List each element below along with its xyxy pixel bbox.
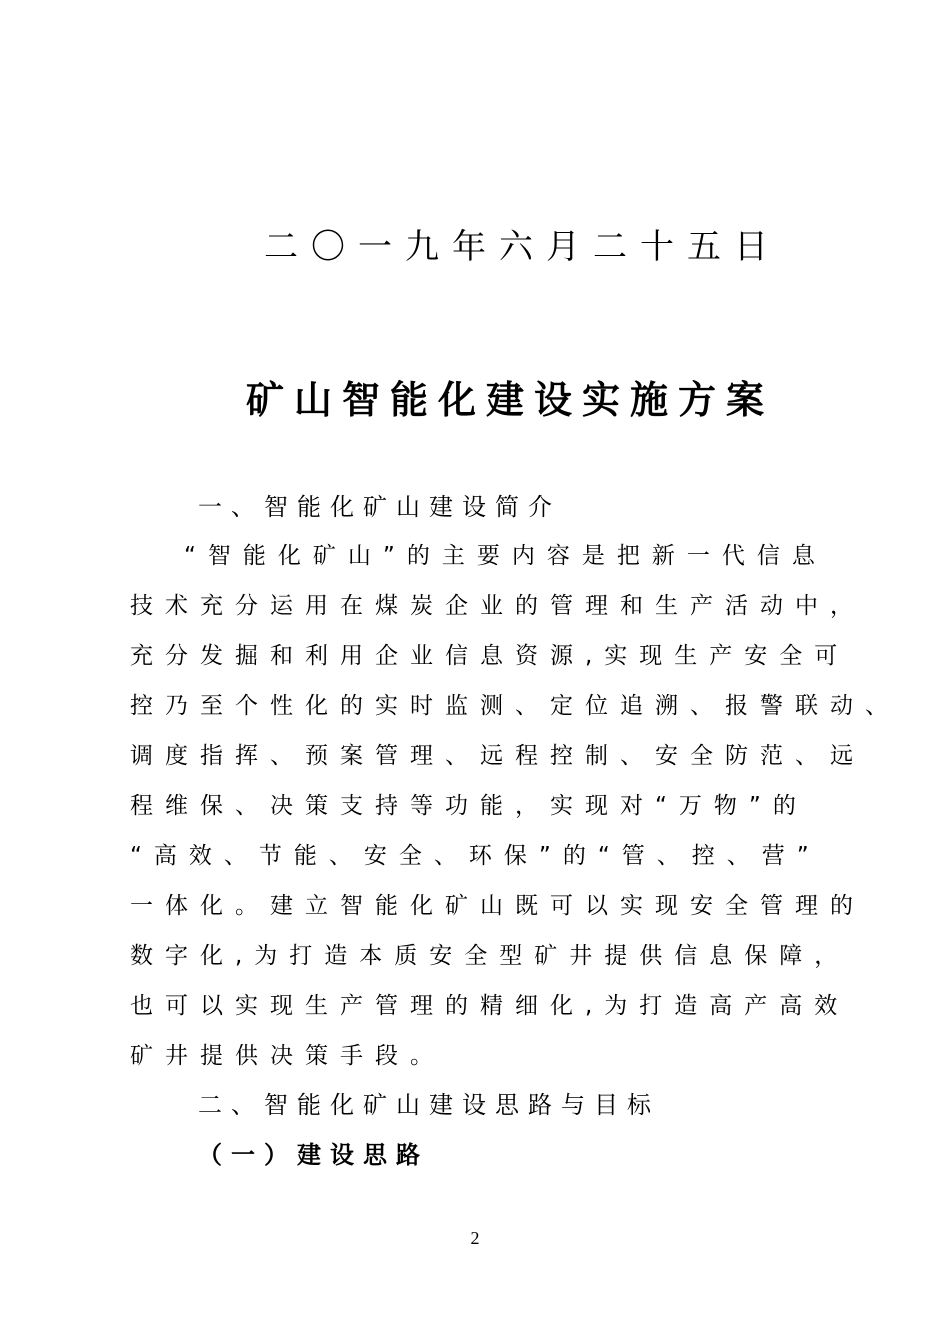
paragraph-line: 数字化,为打造本质安全型矿井提供信息保障， bbox=[130, 943, 850, 969]
paragraph-line: 程维保、决策支持等功能，实现对“万物”的 bbox=[130, 793, 808, 819]
paragraph-line: 控乃至个性化的实时监测、定位追溯、报警联动、 bbox=[130, 693, 900, 719]
paragraph-line: 调度指挥、预案管理、远程控制、安全防范、远 bbox=[130, 743, 865, 769]
page-number: 2 bbox=[470, 1228, 480, 1248]
section-heading-approach-goals: 二、智能化矿山建设思路与目标 bbox=[198, 1091, 660, 1119]
paragraph-line: 也可以实现生产管理的精细化,为打造高产高效 bbox=[130, 993, 850, 1019]
paragraph-line: 矿井提供决策手段。 bbox=[130, 1043, 445, 1069]
paragraph-line: “智能化矿山”的主要内容是把新一代信息 bbox=[184, 543, 827, 569]
section-heading-introduction: 一、智能化矿山建设简介 bbox=[198, 493, 561, 521]
paragraph-line: 技术充分运用在煤炭企业的管理和生产活动中， bbox=[130, 593, 865, 619]
document-date: 二〇一九年六月二十五日 bbox=[264, 227, 781, 267]
subsection-heading-approach: （一）建设思路 bbox=[198, 1141, 429, 1169]
paragraph-line: 一体化。建立智能化矿山既可以实现安全管理的 bbox=[130, 893, 865, 919]
paragraph-line: 充分发掘和利用企业信息资源,实现生产安全可 bbox=[130, 643, 850, 669]
paragraph-line: “高效、节能、安全、环保”的“管、控、营” bbox=[130, 843, 821, 869]
document-title: 矿山智能化建设实施方案 bbox=[246, 378, 775, 422]
